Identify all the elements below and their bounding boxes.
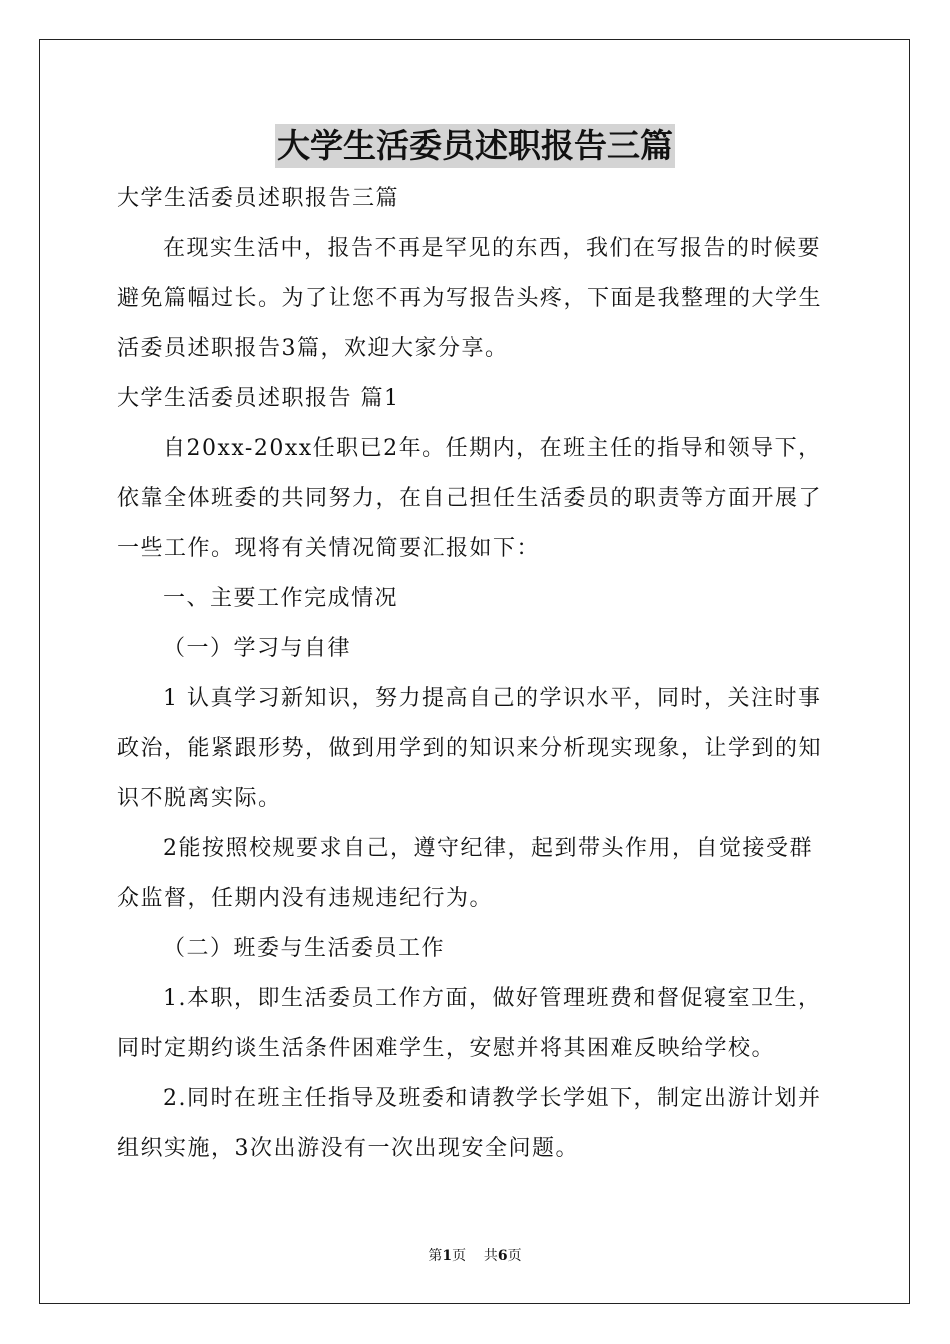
heading-committee: （二）班委与生活委员工作 [163, 936, 446, 961]
paragraph-1-line-2: 依靠全体班委的共同努力，在自己担任生活委员的职责等方面开展了 [117, 486, 823, 511]
total-page-number: 6 [497, 1248, 508, 1264]
paragraph-1-line-1: 自20xx-20xx任职已2年。任期内，在班主任的指导和领导下， [163, 436, 822, 461]
document-title: 大学生活委员述职报告三篇 [275, 124, 675, 168]
paragraph-2-line-3: 识不脱离实际。 [117, 786, 282, 811]
total-prefix: 共 [483, 1248, 498, 1264]
page-border [39, 39, 910, 1304]
total-suffix: 页 [507, 1248, 522, 1264]
heading-study: （一）学习与自律 [163, 636, 352, 661]
heading-main-work: 一、主要工作完成情况 [163, 586, 399, 611]
subtitle: 大学生活委员述职报告三篇 [117, 186, 400, 211]
paragraph-1-line-3: 一些工作。现将有关情况简要汇报如下： [117, 536, 541, 561]
paragraph-2-line-2: 政治，能紧跟形势，做到用学到的知识来分析现实现象，让学到的知 [117, 736, 823, 761]
title-container [0, 124, 950, 168]
current-page-number: 1 [442, 1248, 453, 1264]
paragraph-5-line-2: 组织实施，3次出游没有一次出现安全问题。 [117, 1136, 579, 1161]
paragraph-5-line-1: 2.同时在班主任指导及班委和请教学长学姐下，制定出游计划并 [163, 1086, 822, 1111]
page-footer [0, 1247, 950, 1265]
section-heading: 大学生活委员述职报告 篇1 [117, 386, 400, 411]
paragraph-3-line-1: 2能按照校规要求自己，遵守纪律，起到带头作用，自觉接受群 [163, 836, 813, 861]
intro-line-1: 在现实生活中，报告不再是罕见的东西，我们在写报告的时候要 [163, 236, 822, 261]
page-suffix: 页 [452, 1248, 467, 1264]
paragraph-2-line-1: 1 认真学习新知识，努力提高自己的学识水平，同时，关注时事 [163, 686, 822, 711]
paragraph-4-line-2: 同时定期约谈生活条件困难学生，安慰并将其困难反映给学校。 [117, 1036, 776, 1061]
intro-line-2: 避免篇幅过长。为了让您不再为写报告头疼，下面是我整理的大学生 [117, 286, 823, 311]
paragraph-3-line-2: 众监督，任期内没有违规违纪行为。 [117, 886, 494, 911]
paragraph-4-line-1: 1.本职，即生活委员工作方面，做好管理班费和督促寝室卫生， [163, 986, 822, 1011]
page-prefix: 第 [428, 1248, 443, 1264]
intro-line-3: 活委员述职报告3篇，欢迎大家分享。 [117, 336, 509, 361]
